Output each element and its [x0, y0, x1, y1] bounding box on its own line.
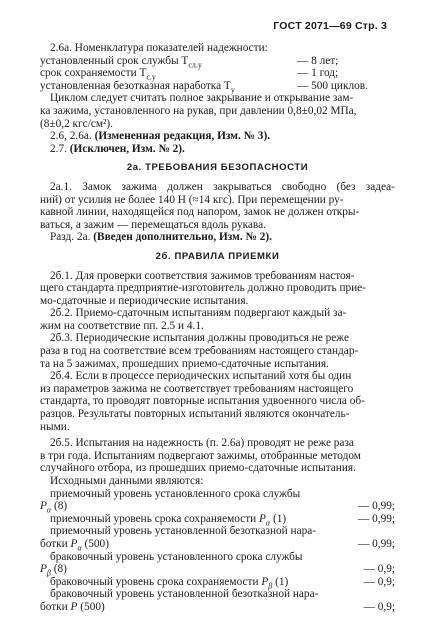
safety-line-4: ваться, а зажим — перемещаться вдоль рукава.: [40, 218, 266, 231]
cycle-definition-line-1: Циклом следует считать полное закрывание и открывание зам-: [50, 92, 354, 105]
cycle-definition-line-3: (8±0,2 кгс/см²).: [40, 117, 113, 130]
subscript: с.у: [146, 72, 156, 82]
label: установленная безотказная наработка Т: [40, 79, 231, 92]
source-data-intro: Исходными данными являются:: [50, 475, 204, 487]
data-3-label: приемочный уровень установленной безотказной нара-: [50, 525, 317, 538]
acceptance-p4-line: 2б.4. Если в процессе периодических испытаний хотя бы один: [50, 370, 352, 383]
value: — 500 циклов.: [297, 79, 368, 92]
acceptance-p4-line: ными.: [40, 420, 70, 433]
amendment-2-7: 2.7. (Исключен, Изм. № 2).: [50, 142, 185, 155]
reliability-row-mtbf: [40, 80, 395, 93]
acceptance-p3-line: раза в год на соответствие всем требованиям настоящего стандар-: [40, 345, 359, 358]
data-4-label: браковочный уровень установленного срока службы: [50, 550, 303, 563]
section-title-acceptance: 2б. ПРАВИЛА ПРИЕМКИ: [155, 250, 280, 262]
value: — 1 год;: [297, 67, 339, 80]
acceptance-p3-line: та на 5 зажимах, прошедших приемо-сдаточные испытания.: [40, 357, 329, 370]
document-body: [40, 42, 395, 614]
label: срок сохраняемости Т: [40, 67, 147, 80]
acceptance-p4-line: из параметров зажима не соответствует требованиям настоящего: [40, 382, 354, 395]
acceptance-p5-line: в три года. Испытаниям подвергают зажимы, отобранные методом: [40, 449, 361, 462]
data-5-row: браковочный уровень срока сохраняемости $P_\beta$ (1) — 0,9;: [50, 575, 395, 590]
acceptance-p2-line: жим на соответствие пп. 2.5 и 4.1.: [40, 319, 204, 332]
safety-line-3: кавной линии, находящейся под напором, замок не должен откры-: [40, 206, 360, 219]
data-1-row: $P_\alpha$ (8) — 0,99;: [40, 500, 395, 515]
page-header: ГОСТ 2071—69 Стр. 3: [273, 20, 387, 32]
safety-line-2: ний) от усилия не более 140 Н (≈14 кгс). При перемещении ру-: [40, 193, 344, 206]
amendment-2-6: 2.6, 2.6а. (Измененная редакция, Изм. № 3).: [50, 130, 271, 143]
safety-line-1: 2а.1. Замок зажима должен закрываться свободно (без задеа-: [50, 180, 395, 193]
acceptance-p3-line: 2б.3. Периодические испытания должны проводиться не реже: [50, 332, 349, 345]
data-3-row: ботки $P_\alpha$ (500) — 0,99;: [40, 537, 395, 553]
cycle-definition-line-2: ка зажима, установленного на рукав, при давлении 0,8±0,02 МПа,: [40, 104, 357, 117]
subscript: сл.у: [188, 59, 202, 69]
acceptance-p5-line: случайного отбора, из прошедших приемо-сдаточные испытания.: [40, 462, 356, 475]
para-2-6a-title: 2.6а. Номенклатура показателей надежности:: [50, 42, 268, 54]
acceptance-p4-line: разцов. Результаты повторных испытаний являются окончатель-: [40, 408, 350, 421]
acceptance-p2-line: 2б.2. Приемо-сдаточным испытаниям подвергают каждый за-: [50, 307, 347, 320]
data-6-row: ботки P (500) — 0,9;: [40, 600, 395, 613]
acceptance-p5-line: 2б.5. Испытания на надежность (п. 2.6а) проводят не реже раза: [50, 437, 354, 450]
reliability-row-storage: [40, 67, 395, 80]
acceptance-p4-line: стандарта, то проводят повторные испытания удвоенного числа об-: [40, 395, 365, 408]
subscript: у: [230, 85, 235, 95]
data-6-label: браковочный уровень установленной безотказной нара-: [50, 588, 319, 601]
value: — 8 лет;: [297, 54, 339, 67]
acceptance-p1-line: мо-сдаточные и периодические испытания.: [40, 294, 249, 307]
acceptance-p1-line: 2б.1. Для проверки соответствия зажимов требованиям настоя-: [50, 269, 355, 282]
reliability-row-service-life: [40, 55, 395, 68]
amendment-section-2a: Разд. 2а. (Введен дополнительно, Изм. № 2).: [50, 231, 272, 244]
acceptance-p1-line: щего стандарта предприятие-изготовитель должно проводить прие-: [40, 282, 366, 295]
data-1-label: приемочный уровень установленного срока службы: [50, 487, 301, 500]
section-title-safety: 2а. ТРЕБОВАНИЯ БЕЗОПАСНОСТИ: [126, 162, 309, 174]
data-4-row: $P_\beta$ (8) — 0,9;: [40, 563, 395, 578]
data-2-row: приемочный уровень срока сохраняемости $P_\alpha$ (1) — 0,99;: [50, 512, 395, 528]
label: установленный срок службы Т: [40, 54, 189, 67]
